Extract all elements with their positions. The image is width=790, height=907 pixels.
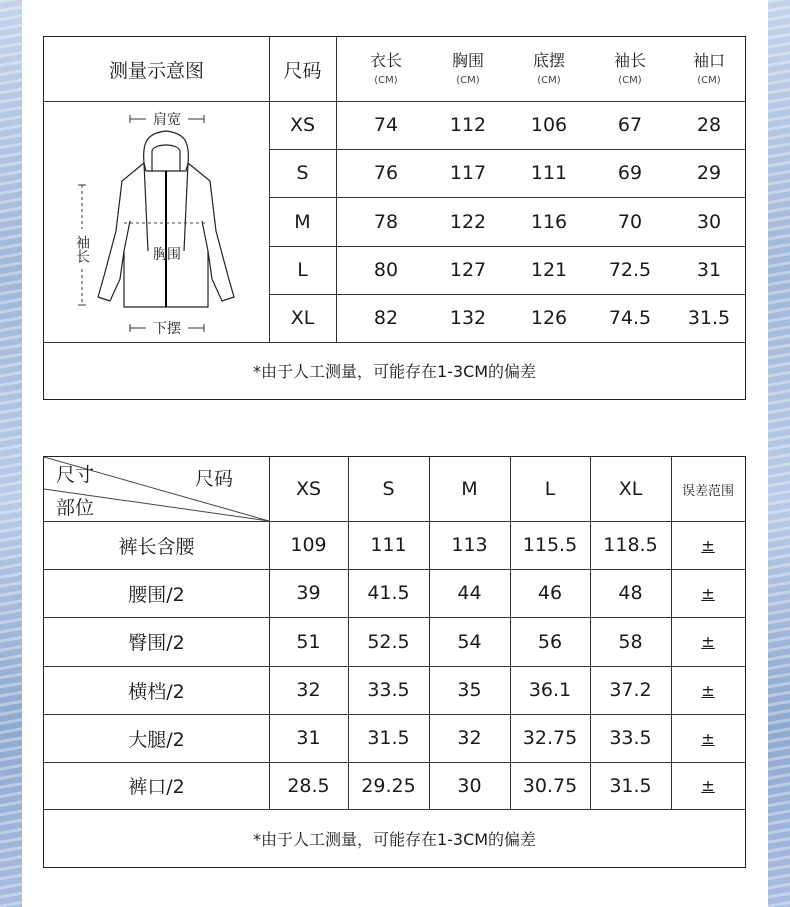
table-cell: 33.5 (367, 679, 410, 701)
error-cell: ± (701, 583, 715, 603)
table-cell: 39 (296, 582, 321, 604)
shoulder-label: 肩宽 (153, 112, 181, 128)
dimension-label: 尺寸 (56, 463, 95, 486)
table-cell: 31 (696, 259, 722, 281)
table-cell: 109 (290, 534, 327, 556)
table-cell: 35 (457, 679, 482, 701)
column-header-label: 袖长 (613, 50, 646, 70)
size-header: XS (295, 478, 322, 500)
column-header-unit: (CM) (537, 75, 561, 87)
table-cell: 46 (537, 582, 563, 604)
size-label: L (297, 259, 308, 281)
error-range-header: 误差范围 (681, 483, 734, 499)
column-header-unit: (CM) (697, 75, 721, 87)
table-cell: 127 (449, 259, 487, 281)
table-cell: 28.5 (287, 774, 330, 797)
table-cell: 112 (449, 114, 487, 136)
table-cell: 78 (373, 210, 399, 233)
table-cell: 126 (530, 307, 568, 329)
table-cell: 58 (618, 630, 643, 653)
sleeve-label: 袖长 (74, 235, 90, 263)
measurement-note: *由于人工测量，可能存在1-3CM的偏差 (252, 829, 537, 849)
table-cell: 54 (457, 630, 482, 653)
size-header: M (461, 478, 478, 500)
diagram-header: 测量示意图 (108, 59, 204, 82)
column-header-cuff (671, 37, 747, 101)
right-decorative-edge (768, 0, 790, 907)
chest-label: 胸围 (153, 247, 181, 263)
table-cell: 31.5 (609, 774, 652, 797)
size-header: S (382, 478, 395, 500)
table-cell: 30.75 (522, 774, 578, 797)
table-cell: 82 (373, 307, 399, 329)
pants-size-table (43, 456, 746, 868)
part-label: 大腿/2 (128, 728, 185, 751)
table-cell: 113 (451, 534, 488, 556)
size-label: S (296, 162, 309, 184)
table-cell: 36.1 (528, 679, 572, 701)
measurement-note: *由于人工测量，可能存在1-3CM的偏差 (252, 362, 537, 381)
column-header-unit: (CM) (456, 75, 480, 87)
table-cell: 74.5 (608, 307, 652, 329)
part-label: 横档/2 (128, 680, 185, 703)
part-label: 腰围/2 (128, 583, 185, 606)
table-cell: 31 (296, 727, 321, 749)
table-cell: 33.5 (609, 727, 652, 749)
table-cell: 115.5 (522, 534, 578, 556)
column-header-hem (508, 37, 590, 101)
table-cell: 122 (449, 210, 487, 233)
table-cell: 111 (530, 162, 568, 184)
column-header-chest (427, 37, 509, 101)
part-label: 臀围/2 (128, 632, 185, 654)
jacket-size-table (43, 36, 746, 400)
size-corner-label: 尺码 (194, 467, 233, 490)
column-header-label: 底摆 (532, 50, 565, 70)
table-cell: 72.5 (608, 259, 652, 281)
column-header-label: 胸围 (451, 50, 484, 70)
error-cell: ± (701, 632, 715, 651)
jacket-illustration (44, 101, 269, 342)
table-cell: 44 (457, 582, 482, 604)
table-cell: 31.5 (687, 307, 731, 329)
table-cell: 76 (373, 162, 399, 184)
size-label: M (294, 210, 311, 233)
table-cell: 30 (696, 210, 722, 233)
table-cell: 28 (696, 114, 722, 136)
size-header: 尺码 (283, 59, 322, 82)
table-cell: 37.2 (609, 679, 652, 701)
table-cell: 70 (617, 210, 643, 233)
table-cell: 121 (530, 259, 568, 281)
table-cell: 116 (530, 210, 568, 233)
size-header: XL (618, 478, 643, 500)
table-cell: 32.75 (522, 727, 578, 749)
table-cell: 51 (296, 630, 321, 653)
table-cell: 106 (530, 114, 568, 136)
table-cell: 31.5 (367, 727, 410, 749)
column-header-unit: (CM) (618, 75, 642, 87)
table-cell: 30 (457, 774, 482, 797)
table-cell: 56 (537, 630, 563, 653)
column-header-sleeve (589, 37, 671, 101)
column-header-label: 袖口 (692, 50, 725, 70)
table-cell: 117 (449, 162, 487, 184)
table-cell: 29.25 (361, 774, 416, 797)
table-cell: 132 (449, 307, 487, 329)
part-corner-label: 部位 (56, 496, 95, 519)
error-cell: ± (701, 680, 715, 700)
part-label: 裤长含腰 (118, 535, 195, 558)
jacket-diagram (44, 101, 269, 342)
table-cell: 67 (617, 114, 643, 136)
table-cell: 52.5 (367, 630, 410, 653)
size-label: XS (289, 114, 316, 136)
part-label: 裤口/2 (128, 776, 185, 798)
table-cell: 80 (373, 259, 399, 281)
grid-line (336, 37, 337, 342)
size-header: L (544, 478, 556, 500)
left-decorative-edge (0, 0, 22, 907)
error-cell: ± (701, 535, 715, 555)
size-label: XL (290, 307, 315, 329)
table-cell: 118.5 (603, 534, 658, 556)
error-cell: ± (701, 728, 715, 748)
table-cell: 69 (617, 162, 643, 184)
error-cell: ± (701, 776, 715, 795)
column-header-label: 衣长 (369, 50, 402, 70)
column-header-length (345, 37, 427, 101)
table-cell: 29 (696, 162, 722, 184)
table-cell: 111 (370, 534, 407, 556)
table-cell: 74 (373, 114, 399, 136)
table-cell: 32 (457, 727, 482, 749)
column-header-unit: (CM) (374, 75, 398, 87)
hem-label: 下摆 (153, 321, 181, 337)
table-cell: 41.5 (367, 582, 410, 604)
table-cell: 32 (296, 679, 321, 701)
table-cell: 48 (618, 582, 643, 604)
